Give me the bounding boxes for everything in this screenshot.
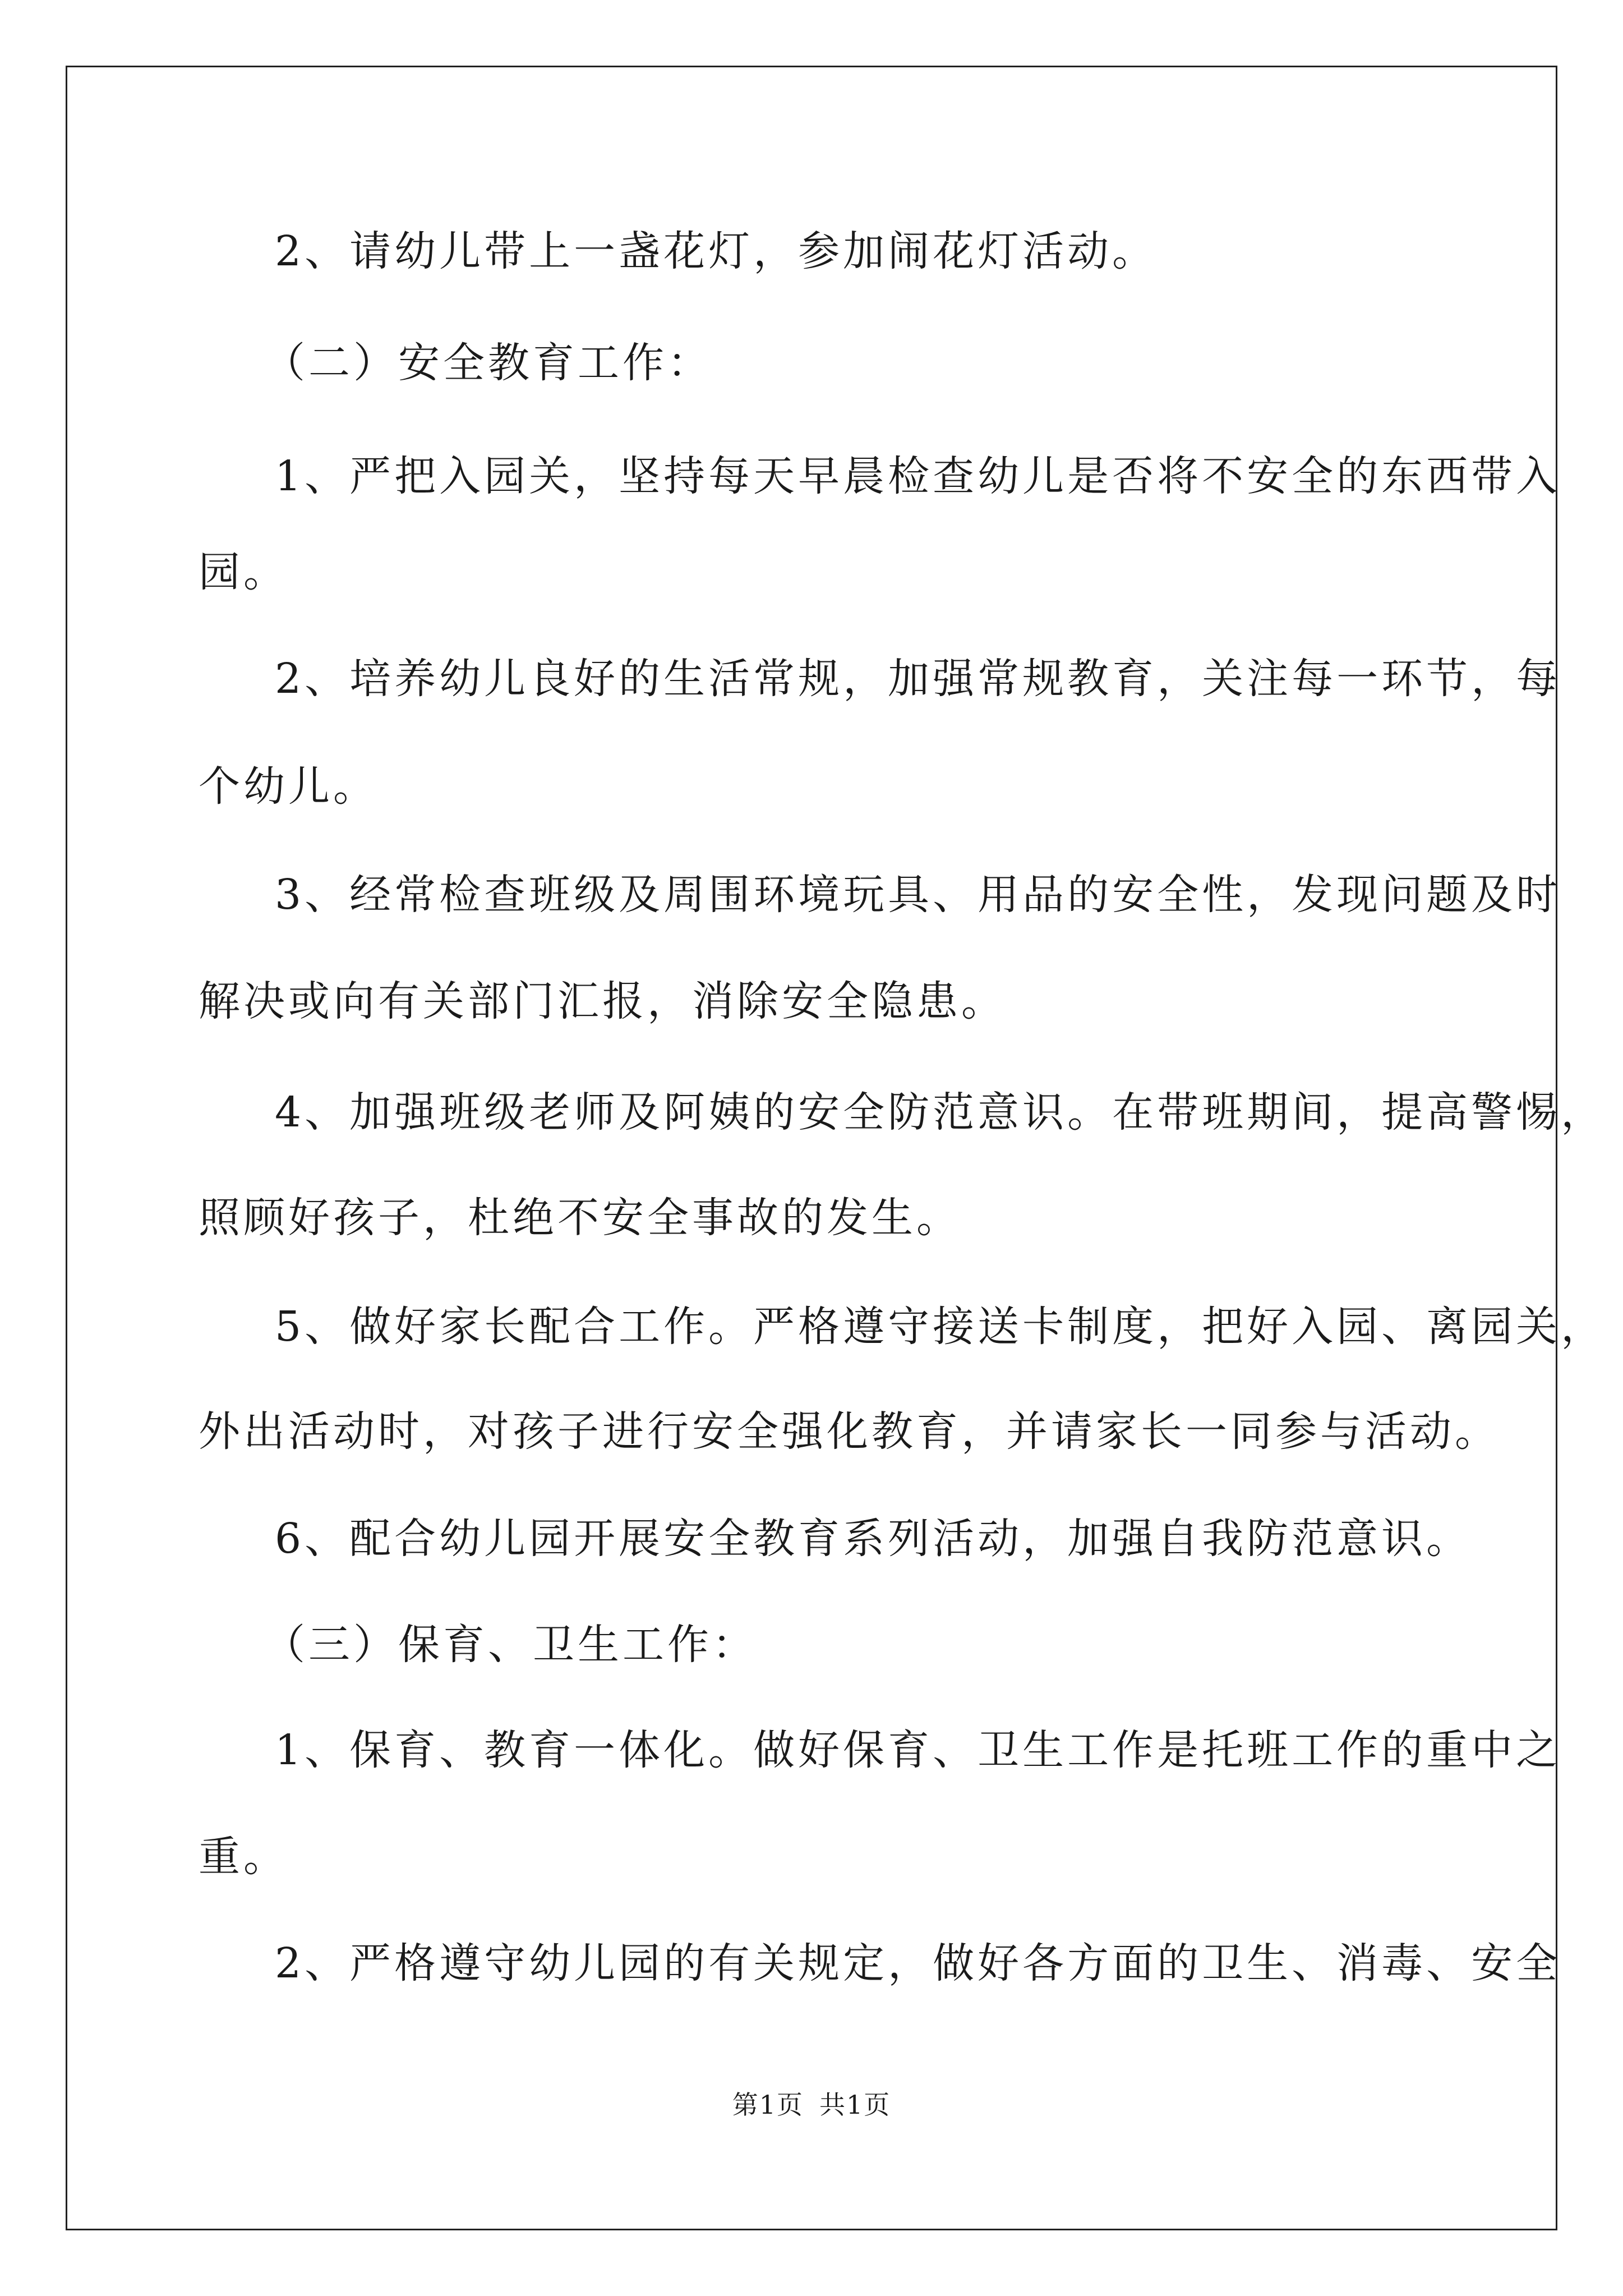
page-number: 第1页 <box>732 2090 804 2120</box>
paragraph-line: 2、培养幼儿良好的生活常规，加强常规教育，关注每一环节，每 <box>275 655 1561 703</box>
paragraph-line: 重。 <box>199 1833 288 1881</box>
paragraph-line: 照顾好孩子，杜绝不安全事故的发生。 <box>199 1194 961 1242</box>
section-heading: （二）安全教育工作： <box>264 339 712 387</box>
paragraph-line: 2、严格遵守幼儿园的有关规定，做好各方面的卫生、消毒、安全 <box>275 1939 1561 1987</box>
page-total: 共1页 <box>819 2090 891 2120</box>
paragraph-line: 个幼儿。 <box>199 762 378 811</box>
paragraph-line: 外出活动时，对孩子进行安全强化教育，并请家长一同参与活动。 <box>199 1407 1500 1456</box>
paragraph-line: 3、经常检查班级及周围环境玩具、用品的安全性，发现问题及时 <box>275 871 1561 919</box>
page-footer <box>0 2088 1623 2122</box>
paragraph-line: 4、加强班级老师及阿姨的安全防范意识。在带班期间，提高警惕， <box>275 1088 1606 1137</box>
paragraph-line: 6、配合幼儿园开展安全教育系列活动，加强自我防范意识。 <box>275 1515 1472 1563</box>
section-heading: （三）保育、卫生工作： <box>264 1621 757 1669</box>
paragraph-line: 1、严把入园关，坚持每天早晨检查幼儿是否将不安全的东西带入 <box>275 452 1561 500</box>
paragraph-line: 1、保育、教育一体化。做好保育、卫生工作是托班工作的重中之 <box>275 1726 1561 1774</box>
paragraph-line: 解决或向有关部门汇报，消除安全隐患。 <box>199 977 1006 1025</box>
paragraph-line: 2、请幼儿带上一盏花灯，参加闹花灯活动。 <box>275 227 1158 275</box>
paragraph-line: 园。 <box>199 548 288 596</box>
paragraph-line: 5、做好家长配合工作。严格遵守接送卡制度，把好入园、离园关， <box>275 1303 1606 1351</box>
